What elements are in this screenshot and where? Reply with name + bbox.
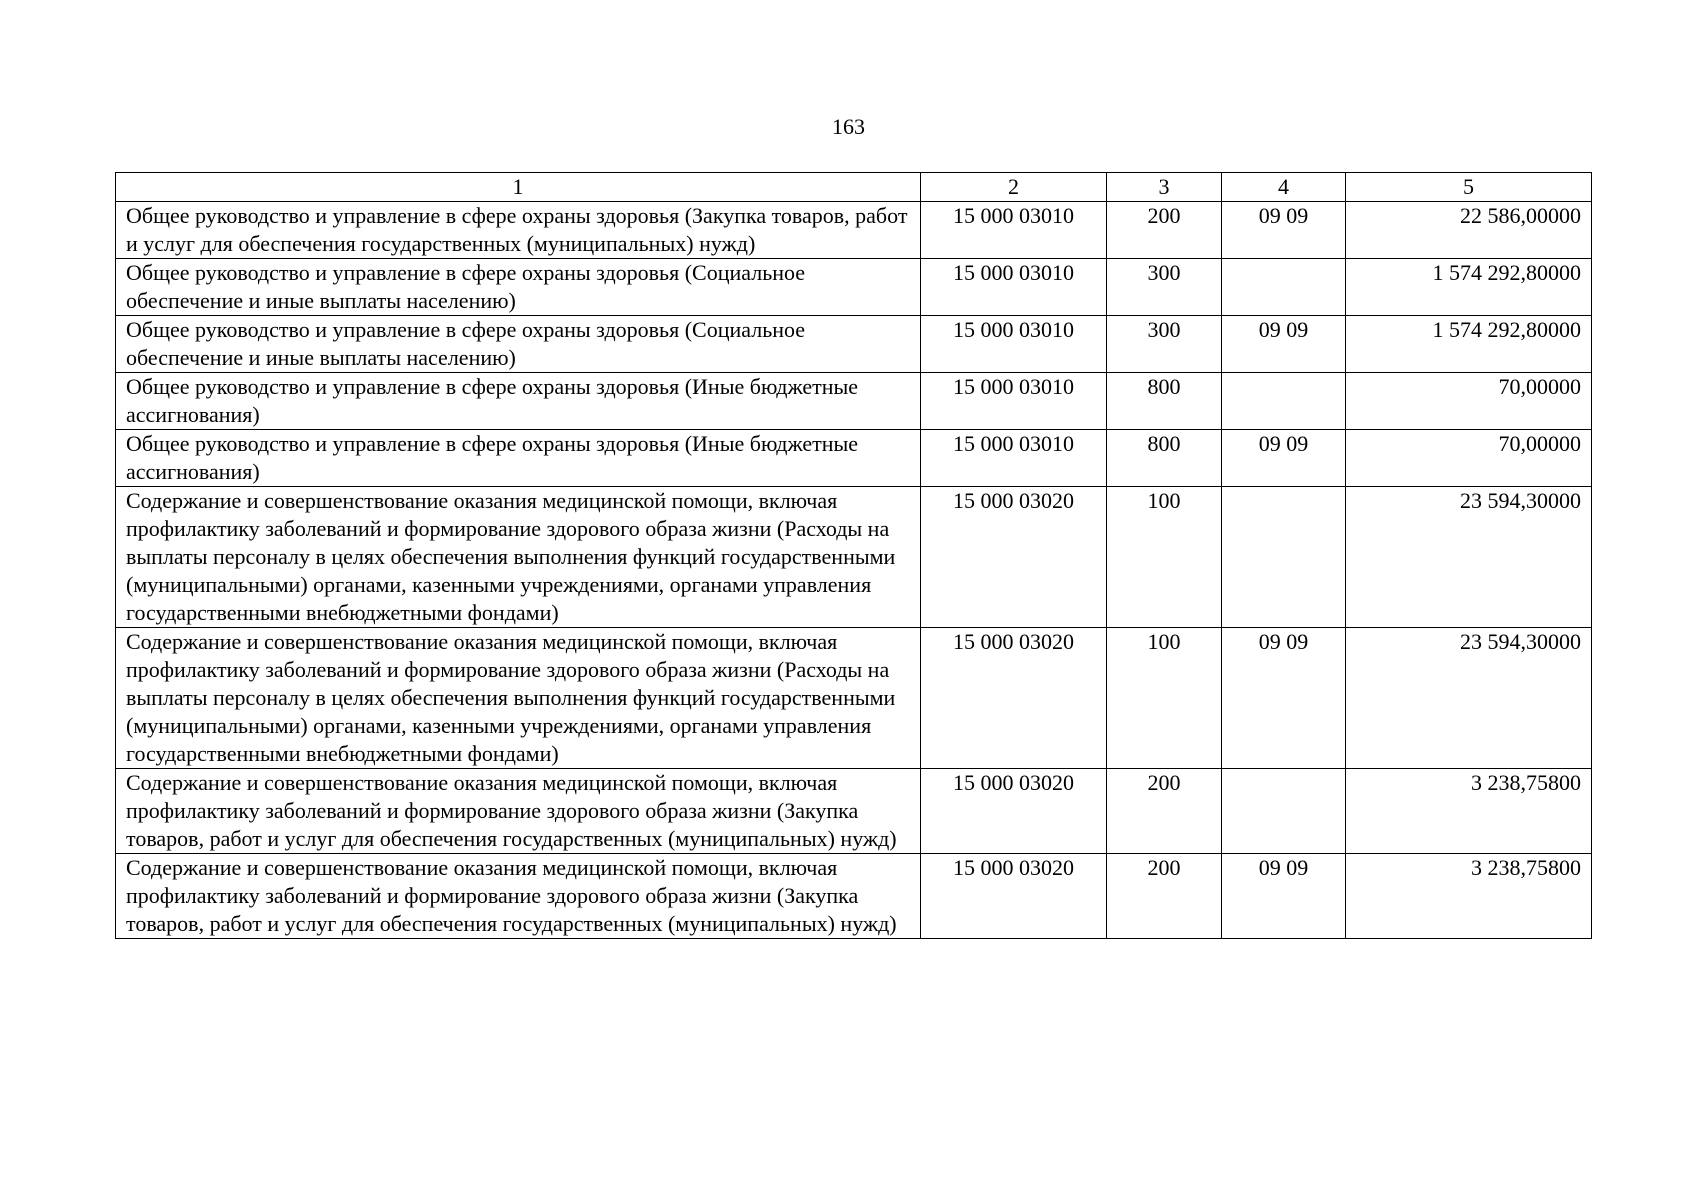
section-code-cell [1222, 487, 1346, 628]
amount-cell: 70,00000 [1346, 373, 1592, 430]
amount-cell: 23 594,30000 [1346, 487, 1592, 628]
table-row [116, 430, 1592, 487]
item-name-cell: Содержание и совершенствование оказания медицинской помощи, включая профилактику заболеваний и формирование здорового образа жизни (Расходы на выплаты персоналу в целях обеспечения выполнения функций государственными (муниципальными) органами, казенными учреждениями, органами управления государственными внебюджетными фондами) [116, 487, 921, 628]
column-header-3: 3 [1107, 173, 1222, 202]
amount-cell: 3 238,75800 [1346, 769, 1592, 854]
expense-type-cell: 200 [1107, 854, 1222, 939]
amount-cell: 23 594,30000 [1346, 628, 1592, 769]
amount-cell: 70,00000 [1346, 430, 1592, 487]
target-code-cell: 15 000 03020 [921, 487, 1107, 628]
item-name-cell: Содержание и совершенствование оказания медицинской помощи, включая профилактику заболеваний и формирование здорового образа жизни (Закупка товаров, работ и услуг для обеспечения государственных (муниципальных) нужд) [116, 769, 921, 854]
section-code-cell [1222, 373, 1346, 430]
column-header-4: 4 [1222, 173, 1346, 202]
column-header-5: 5 [1346, 173, 1592, 202]
amount-cell: 3 238,75800 [1346, 854, 1592, 939]
table-row [116, 316, 1592, 373]
expense-type-cell: 200 [1107, 769, 1222, 854]
section-code-cell: 09 09 [1222, 316, 1346, 373]
item-name-cell: Содержание и совершенствование оказания медицинской помощи, включая профилактику заболеваний и формирование здорового образа жизни (Закупка товаров, работ и услуг для обеспечения государственных (муниципальных) нужд) [116, 854, 921, 939]
table-row [116, 202, 1592, 259]
expense-type-cell: 800 [1107, 373, 1222, 430]
item-name-cell: Общее руководство и управление в сфере охраны здоровья (Закупка товаров, работ и услуг для обеспечения государственных (муниципальных) нужд) [116, 202, 921, 259]
section-code-cell [1222, 259, 1346, 316]
target-code-cell: 15 000 03010 [921, 430, 1107, 487]
table-header [116, 173, 1592, 202]
table-row [116, 854, 1592, 939]
section-code-cell: 09 09 [1222, 628, 1346, 769]
table-row [116, 487, 1592, 628]
item-name-cell: Содержание и совершенствование оказания медицинской помощи, включая профилактику заболеваний и формирование здорового образа жизни (Расходы на выплаты персоналу в целях обеспечения выполнения функций государственными (муниципальными) органами, казенными учреждениями, органами управления государственными внебюджетными фондами) [116, 628, 921, 769]
table-row [116, 373, 1592, 430]
header-row [116, 173, 1592, 202]
amount-cell: 1 574 292,80000 [1346, 259, 1592, 316]
target-code-cell: 15 000 03020 [921, 854, 1107, 939]
section-code-cell: 09 09 [1222, 854, 1346, 939]
section-code-cell: 09 09 [1222, 202, 1346, 259]
column-header-2: 2 [921, 173, 1107, 202]
table-row [116, 628, 1592, 769]
page-number: 163 [832, 114, 865, 139]
target-code-cell: 15 000 03020 [921, 769, 1107, 854]
target-code-cell: 15 000 03010 [921, 259, 1107, 316]
column-header-1: 1 [116, 173, 921, 202]
table-row [116, 259, 1592, 316]
amount-cell: 22 586,00000 [1346, 202, 1592, 259]
item-name-cell: Общее руководство и управление в сфере охраны здоровья (Иные бюджетные ассигнования) [116, 373, 921, 430]
expense-type-cell: 300 [1107, 259, 1222, 316]
section-code-cell [1222, 769, 1346, 854]
item-name-cell: Общее руководство и управление в сфере охраны здоровья (Социальное обеспечение и иные выплаты населению) [116, 259, 921, 316]
expense-type-cell: 800 [1107, 430, 1222, 487]
target-code-cell: 15 000 03010 [921, 202, 1107, 259]
expense-type-cell: 200 [1107, 202, 1222, 259]
table-body [116, 202, 1592, 939]
amount-cell: 1 574 292,80000 [1346, 316, 1592, 373]
section-code-cell: 09 09 [1222, 430, 1346, 487]
expense-type-cell: 300 [1107, 316, 1222, 373]
item-name-cell: Общее руководство и управление в сфере охраны здоровья (Социальное обеспечение и иные выплаты населению) [116, 316, 921, 373]
expense-type-cell: 100 [1107, 487, 1222, 628]
item-name-cell: Общее руководство и управление в сфере охраны здоровья (Иные бюджетные ассигнования) [116, 430, 921, 487]
budget-table [115, 172, 1592, 939]
target-code-cell: 15 000 03010 [921, 316, 1107, 373]
target-code-cell: 15 000 03020 [921, 628, 1107, 769]
target-code-cell: 15 000 03010 [921, 373, 1107, 430]
table-row [116, 769, 1592, 854]
expense-type-cell: 100 [1107, 628, 1222, 769]
